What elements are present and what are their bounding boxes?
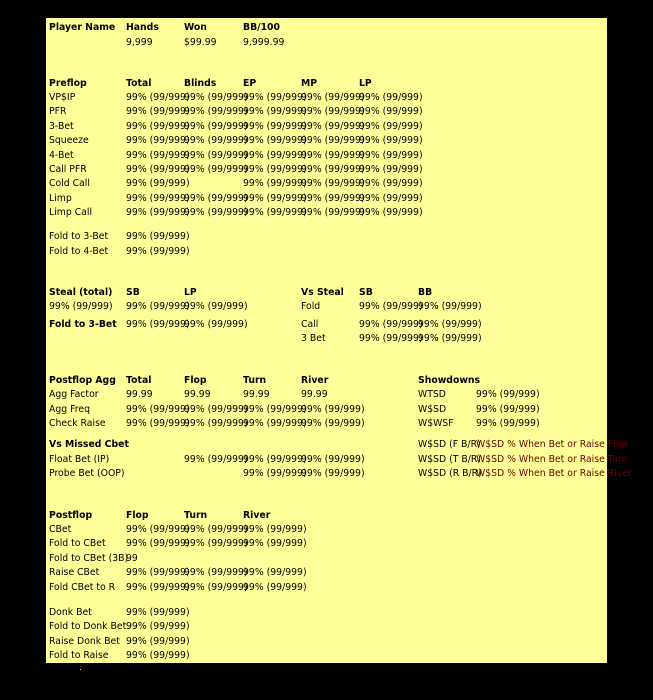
postflop-cell: 99% (99/999): [243, 581, 307, 593]
postflop-cell: 99% (99/999): [184, 567, 248, 579]
preflop-cell: 99% (99/999): [301, 106, 365, 118]
showdown-value: 99% (99/999): [476, 403, 540, 415]
probe-bet-label: Probe Bet (OOP): [49, 468, 125, 479]
postflop-cell: 99% (99/999): [126, 567, 190, 579]
showdown-bet-desc: W$SD % When Bet or Raise Turn: [476, 453, 628, 465]
postflop-agg-cell: 99% (99/999): [126, 403, 190, 415]
preflop-cell: 99% (99/999): [359, 106, 423, 118]
showdown-bet-label: W$SD (T B/R): [418, 453, 481, 465]
steal-total-value: 99% (99/999): [49, 301, 113, 312]
preflop-cell: 99% (99/999): [184, 207, 248, 219]
postflop-row-label: Fold CBet to R: [49, 581, 116, 593]
preflop-cell: 99% (99/999): [301, 149, 365, 161]
postflop-row-label: Raise CBet: [49, 567, 100, 579]
postflop-agg-title: Postflop Agg: [49, 375, 116, 386]
postflop-agg-cell: 99.99: [301, 389, 328, 400]
preflop-cell: 99% (99/999): [184, 149, 248, 161]
preflop-cell: 99% (99/999): [359, 135, 423, 147]
preflop-cell: 99% (99/999): [301, 92, 365, 103]
postflop-agg-header: Flop: [184, 375, 207, 386]
postflop-cell: 99: [126, 552, 138, 564]
showdown-bet-label: W$SD (F B/R): [418, 439, 481, 450]
steal-fold3-lp: 99% (99/999): [184, 319, 248, 330]
vs-steal-title: Vs Steal: [301, 287, 344, 298]
preflop-cell: 99% (99/999): [301, 135, 365, 147]
postflop-agg-header: River: [301, 375, 329, 386]
vs-steal-row-label: 3 Bet: [301, 333, 326, 344]
steal-lp-value: 99% (99/999): [184, 301, 248, 312]
preflop-header: Total: [126, 78, 152, 89]
preflop-cell: 99% (99/999): [184, 92, 248, 103]
showdown-bet-desc: W$SD % When Bet or Raise River: [476, 468, 632, 479]
preflop-cell: 99% (99/999): [126, 149, 190, 161]
preflop-fold-label: Fold to 3-Bet: [49, 231, 109, 242]
preflop-header: MP: [301, 78, 318, 89]
postflop-agg-cell: 99% (99/999): [184, 418, 248, 429]
preflop-cell: 99% (99/999): [301, 164, 365, 175]
postflop-title: Postflop: [49, 510, 93, 521]
preflop-cell: 99% (99/999): [243, 106, 307, 118]
postflop-agg-cell: 99.99: [243, 389, 270, 400]
postflop-cell: 99% (99/999): [243, 524, 307, 535]
preflop-cell: 99% (99/999): [359, 120, 423, 132]
showdown-label: W$WSF: [418, 418, 454, 429]
postflop-cell: 99% (99/999): [126, 524, 190, 535]
donk-row-value: 99% (99/999): [126, 635, 190, 647]
vs-steal-bb-value: 99% (99/999): [418, 319, 482, 330]
showdown-bet-label: W$SD (R B/R): [418, 468, 482, 479]
preflop-title: Preflop: [49, 78, 87, 89]
steal-sb-value: 99% (99/999): [126, 301, 190, 312]
showdown-label: W$SD: [418, 403, 447, 415]
preflop-cell: 99% (99/999): [301, 192, 365, 204]
preflop-cell: 99% (99/999): [359, 92, 423, 103]
preflop-cell: 99% (99/999): [359, 149, 423, 161]
postflop-cell: 99% (99/999): [184, 581, 248, 593]
postflop-agg-header: Turn: [243, 375, 267, 386]
bb100-label: BB/100: [243, 22, 280, 33]
preflop-row-label: Limp Call: [49, 207, 93, 219]
preflop-cell: 99% (99/999): [184, 135, 248, 147]
postflop-row-label: Fold to CBet: [49, 538, 106, 550]
postflop-cell: 99% (99/999): [126, 538, 190, 550]
showdown-bet-desc: W$SD % When Bet or Raise Flop: [476, 439, 628, 450]
steal-sb-label: SB: [126, 287, 140, 298]
steal-lp-label: LP: [184, 287, 197, 298]
preflop-fold-value: 99% (99/999): [126, 245, 190, 257]
postflop-cell: 99% (99/999): [243, 538, 307, 550]
preflop-cell: 99% (99/999): [126, 192, 190, 204]
preflop-cell: 99% (99/999): [359, 207, 423, 219]
preflop-row-label: Limp: [49, 192, 72, 204]
float-bet-flop: 99% (99/999): [184, 454, 248, 465]
preflop-header: EP: [243, 78, 257, 89]
preflop-header: LP: [359, 78, 372, 89]
preflop-cell: 99% (99/999): [301, 207, 365, 219]
postflop-cell: 99% (99/999): [243, 567, 307, 579]
won-value: $99.99: [184, 37, 217, 48]
bb100-value: 9,999.99: [243, 37, 285, 48]
postflop-agg-cell: 99% (99/999): [184, 403, 248, 415]
preflop-header: Blinds: [184, 78, 217, 89]
preflop-cell: 99% (99/999): [243, 149, 307, 161]
preflop-cell: 99% (99/999): [243, 120, 307, 132]
float-bet-label: Float Bet (IP): [49, 454, 110, 465]
preflop-cell: 99% (99/999): [126, 106, 190, 118]
preflop-cell: 99% (99/999): [359, 178, 423, 190]
preflop-cell: 99% (99/999): [126, 92, 190, 103]
postflop-agg-cell: 99% (99/999): [301, 403, 365, 415]
postflop-agg-cell: 99% (99/999): [243, 418, 307, 429]
preflop-row-label: Squeeze: [49, 135, 89, 147]
preflop-cell: 99% (99/999): [184, 106, 248, 118]
steal-title: Steal (total): [49, 287, 113, 298]
preflop-cell: 99% (99/999): [243, 92, 307, 103]
preflop-row-label: 4-Bet: [49, 149, 74, 161]
preflop-cell: 99% (99/999): [359, 164, 423, 175]
postflop-agg-cell: 99% (99/999): [301, 418, 365, 429]
vs-steal-sb-value: 99% (99/999): [359, 333, 423, 344]
preflop-cell: 99% (99/999): [184, 120, 248, 132]
preflop-cell: 99% (99/999): [243, 164, 307, 175]
preflop-cell: 99% (99/999): [243, 207, 307, 219]
probe-bet-river: 99% (99/999): [301, 468, 365, 479]
hands-label: Hands: [126, 22, 159, 33]
postflop-header: Flop: [126, 510, 149, 521]
donk-row-label: Fold to Raise: [49, 649, 109, 661]
hands-value: 9,999: [126, 37, 153, 48]
preflop-row-label: VP$IP: [49, 92, 76, 103]
postflop-agg-header: Total: [126, 375, 152, 386]
preflop-cell: 99% (99/999): [243, 178, 307, 190]
vs-steal-sb-value: 99% (99/999): [359, 319, 423, 330]
vs-steal-row-label: Call: [301, 319, 319, 330]
postflop-agg-row-label: Agg Factor: [49, 389, 99, 400]
postflop-header: Turn: [184, 510, 208, 521]
preflop-fold-value: 99% (99/999): [126, 231, 190, 242]
preflop-fold-label: Fold to 4-Bet: [49, 245, 109, 257]
preflop-cell: 99% (99/999): [126, 164, 190, 175]
postflop-header: River: [243, 510, 271, 521]
preflop-cell: 99% (99/999): [301, 178, 365, 190]
vs-steal-sb-value: 99% (99/999): [359, 301, 423, 312]
missed-cbet-title: Vs Missed Cbet: [49, 439, 129, 450]
vs-steal-bb-value: 99% (99/999): [418, 333, 482, 344]
showdown-value: 99% (99/999): [476, 389, 540, 400]
preflop-cell: 99% (99/999): [184, 192, 248, 204]
donk-row-label: Fold to Donk Bet: [49, 621, 127, 633]
steal-fold3-sb: 99% (99/999): [126, 319, 190, 330]
won-label: Won: [184, 22, 207, 33]
preflop-cell: 99% (99/999): [243, 192, 307, 204]
postflop-cell: 99% (99/999): [184, 524, 248, 535]
background-dot: [80, 669, 81, 670]
showdown-value: 99% (99/999): [476, 418, 540, 429]
preflop-cell: 99% (99/999): [184, 164, 248, 175]
preflop-row-label: PFR: [49, 106, 67, 118]
preflop-cell: 99% (99/999): [301, 120, 365, 132]
vs-steal-sb-label: SB: [359, 287, 373, 298]
postflop-row-label: CBet: [49, 524, 72, 535]
donk-row-label: Raise Donk Bet: [49, 635, 120, 647]
player-name-label: Player Name: [49, 22, 116, 33]
postflop-agg-cell: 99% (99/999): [126, 418, 190, 429]
postflop-agg-row-label: Check Raise: [49, 418, 106, 429]
vs-steal-row-label: Fold: [301, 301, 321, 312]
probe-bet-turn: 99% (99/999): [243, 468, 307, 479]
preflop-row-label: Cold Call: [49, 178, 90, 190]
steal-fold3-label: Fold to 3-Bet: [49, 319, 117, 330]
preflop-cell: 99% (99/999): [359, 192, 423, 204]
preflop-cell: 99% (99/999): [126, 178, 190, 190]
preflop-row-label: 3-Bet: [49, 120, 74, 132]
showdowns-title: Showdowns: [418, 375, 481, 386]
preflop-cell: 99% (99/999): [126, 120, 190, 132]
donk-row-value: 99% (99/999): [126, 607, 190, 618]
vs-steal-bb-value: 99% (99/999): [418, 301, 482, 312]
postflop-cell: 99% (99/999): [126, 581, 190, 593]
showdown-label: WTSD: [418, 389, 446, 400]
float-bet-river: 99% (99/999): [301, 454, 365, 465]
postflop-agg-cell: 99.99: [126, 389, 153, 400]
postflop-agg-cell: 99% (99/999): [243, 403, 307, 415]
preflop-cell: 99% (99/999): [243, 135, 307, 147]
donk-row-value: 99% (99/999): [126, 649, 190, 661]
preflop-cell: 99% (99/999): [126, 135, 190, 147]
postflop-agg-row-label: Agg Freq: [49, 403, 91, 415]
donk-row-label: Donk Bet: [49, 607, 92, 618]
donk-row-value: 99% (99/999): [126, 621, 190, 633]
postflop-cell: 99% (99/999): [184, 538, 248, 550]
postflop-row-label: Fold to CBet (3B): [49, 552, 129, 564]
vs-steal-bb-label: BB: [418, 287, 433, 298]
float-bet-turn: 99% (99/999): [243, 454, 307, 465]
preflop-cell: 99% (99/999): [126, 207, 190, 219]
postflop-agg-cell: 99.99: [184, 389, 211, 400]
preflop-row-label: Call PFR: [49, 164, 87, 175]
